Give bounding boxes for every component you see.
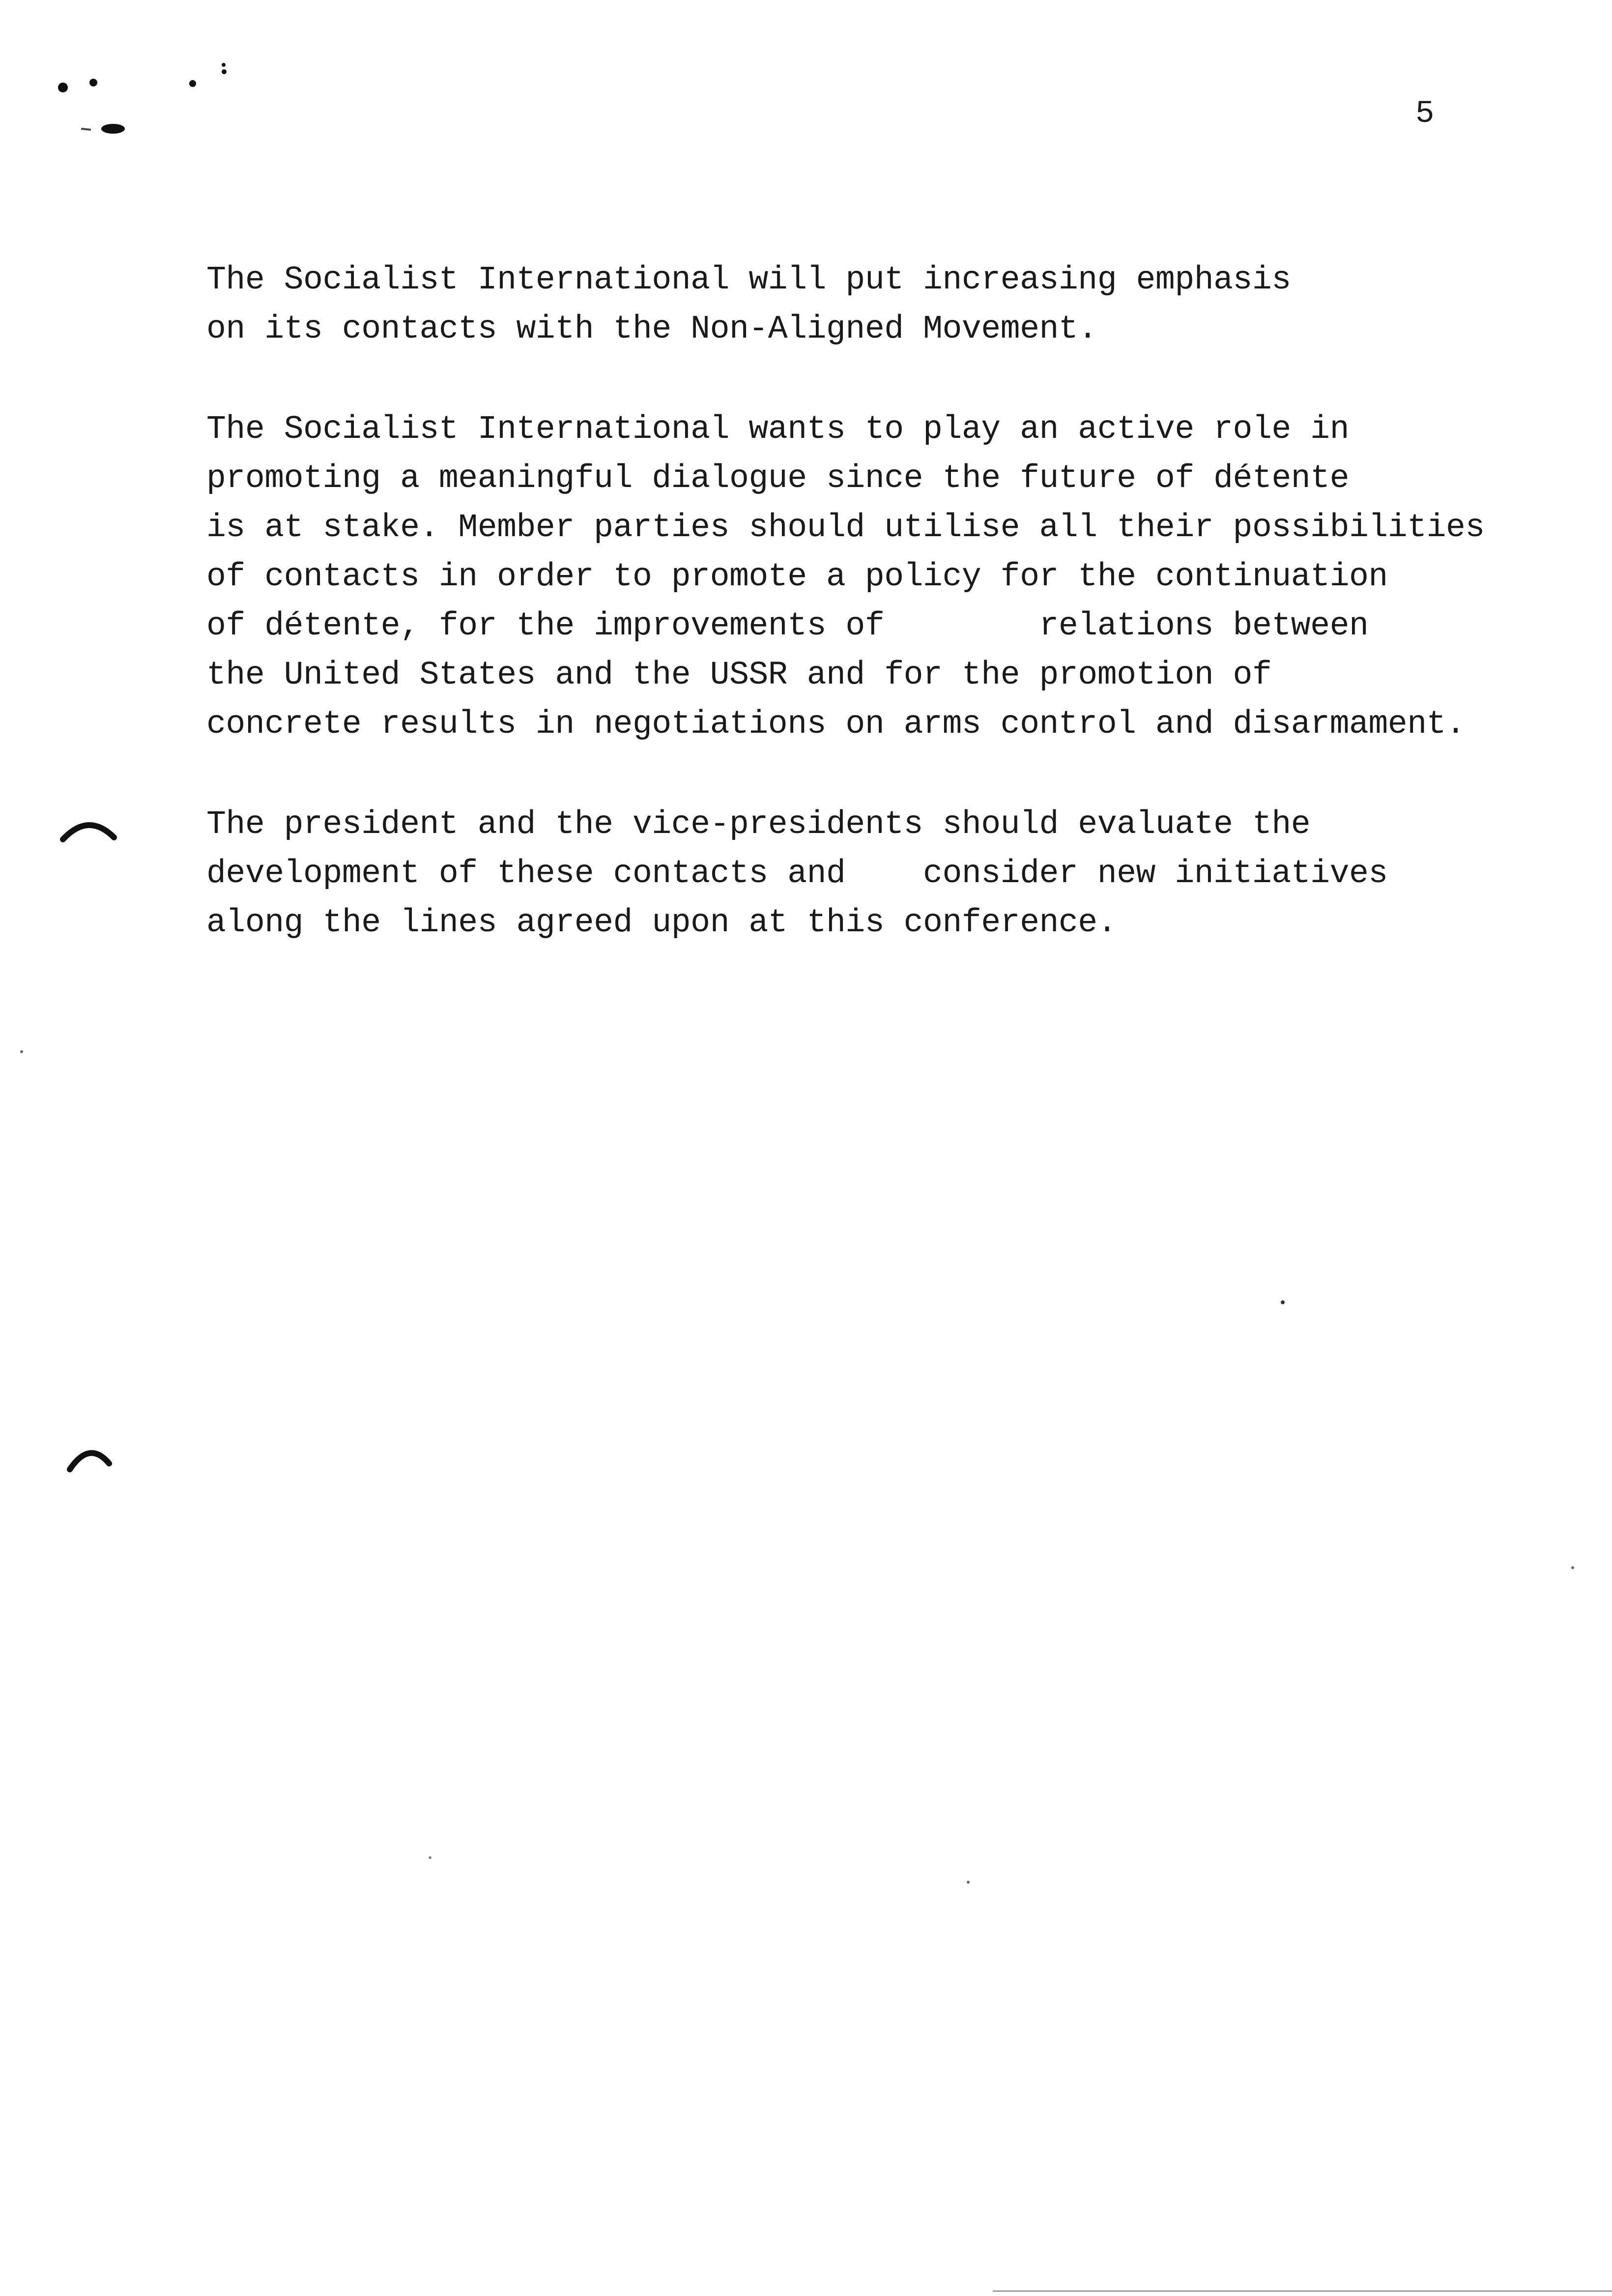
ink-speck <box>429 1856 432 1859</box>
paragraph <box>206 800 1583 947</box>
text-line: along the lines agreed upon at this conference. <box>206 904 1117 941</box>
text-line: on its contacts with the Non-Aligned Movement. <box>206 311 1097 347</box>
punch-hole-arc <box>63 825 114 839</box>
ink-speck <box>222 63 226 67</box>
page-number: 5 <box>1415 96 1435 132</box>
text-line: of contacts in order to promote a policy for the continuation <box>206 558 1388 595</box>
ink-speck <box>1571 1566 1574 1569</box>
text-line: The president and the vice-presidents should evaluate the <box>206 806 1311 843</box>
text-line: the United States and the USSR and for the promotion of <box>206 657 1272 693</box>
text-line: is at stake. Member parties should utilise all their possibilities <box>206 509 1485 546</box>
ink-speck <box>58 83 68 92</box>
ink-speck <box>20 1050 23 1053</box>
paragraph <box>206 256 1583 354</box>
paragraph <box>206 405 1583 749</box>
ink-speck <box>222 69 227 74</box>
text-line: promoting a meaningful dialogue since the future of détente <box>206 460 1349 497</box>
text-line: The Socialist International will put increasing emphasis <box>206 261 1291 298</box>
text-line: of détente, for the improvements of relations between <box>206 607 1369 644</box>
ink-speck <box>81 129 91 130</box>
text-line: development of these contacts and consider new initiatives <box>206 855 1388 892</box>
ink-speck <box>1281 1300 1285 1304</box>
ink-speck <box>189 80 196 87</box>
ink-speck <box>89 79 97 86</box>
ink-speck <box>967 1881 970 1884</box>
punch-hole-arc <box>70 1453 109 1469</box>
document-body <box>206 256 1583 999</box>
ink-speck <box>101 124 125 134</box>
text-line: concrete results in negotiations on arms control and disarmament. <box>206 706 1466 743</box>
text-line: The Socialist International wants to play an active role in <box>206 411 1349 448</box>
